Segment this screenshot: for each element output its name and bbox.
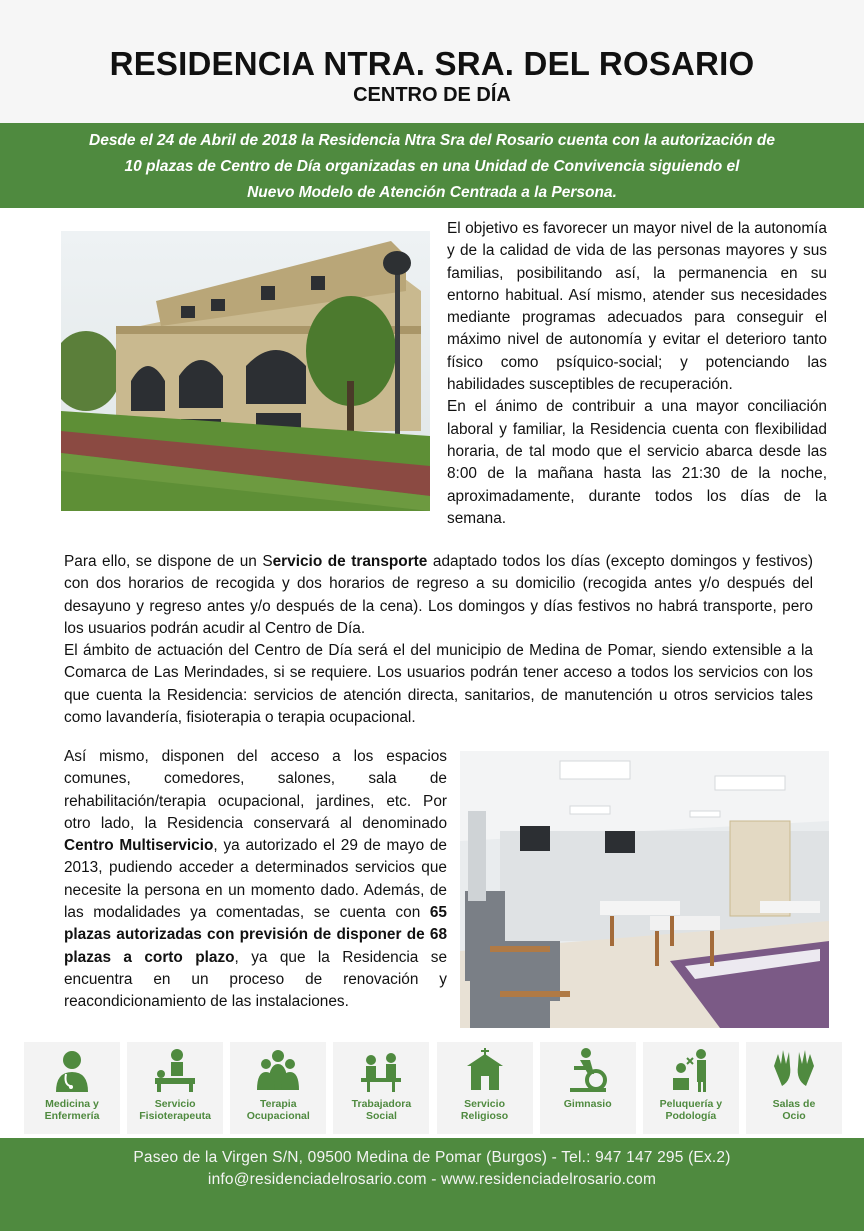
access-paragraph [64,746,447,1014]
banner-line: 10 plazas de Centro de Día organizadas en una Unidad de Convivencia siguiendo el [124,158,740,175]
service-medicina [24,1042,120,1134]
service-label: Salas de Ocio [772,1098,816,1122]
service-label: Trabajadora Social [351,1098,412,1122]
bold-run: ervicio de transporte [272,553,428,570]
page-subtitle: CENTRO DE DÍA [353,84,511,106]
transport-paragraph [64,551,813,640]
intro-paragraph: El objetivo es favorecer un mayor nivel de la autonomía y de la calidad de vida de las personas mayores y sus familias, posibilitando así, la permanencia en su entorno habitual. Así mismo, atender sus necesidades mediante programas adecuados para conseguir el máximo nivel de autonomía y evitar el deterioro tanto físico como psíquico-social; y potenciando las habilidades susceptibles de recuperación. [447,220,827,394]
service-salas-ocio [746,1042,842,1134]
hands-icon [770,1046,818,1094]
footer-address: Paseo de la Virgen S/N, 09500 Medina de Pomar (Burgos) - Tel.: 947 147 295 (Ex.2) [133,1149,731,1166]
bold-run: Centro Multiservicio [64,837,214,855]
service-label: Gimnasio [563,1098,612,1110]
text-run: , ya autorizado el 29 de mayo de 2013, pudiendo acceder a determinados servicios que necesite la persona en un momento dado. Además, de las modalidades ya comentadas, se cuenta con [64,837,447,922]
service-label: Terapia Ocupacional [246,1098,310,1122]
service-terapia [230,1042,326,1134]
text-run: , ya que la Residencia se encuentra en un proceso de renovación y reacondicionamiento de las instalaciones. [64,948,447,1011]
service-label: Medicina y Enfermería [44,1098,100,1122]
hairdresser-icon [667,1046,715,1094]
services-strip [24,1042,842,1134]
group-therapy-icon [254,1046,302,1094]
service-trabajadora-social [333,1042,429,1134]
physiotherapy-icon [151,1046,199,1094]
scope-paragraph: El ámbito de actuación del Centro de Día será el del municipio de Medina de Pomar, siendo extensible a la Comarca de Las Merindades, si se requiere. Los usuarios podrán tener acceso a todos los servicios con los que cuenta la Residencia: servicios de atención directa, sanitarios, de manutención u otros servicios tales como lavandería, fisioterapia o terapia ocupacional. [64,642,813,727]
banner-line: Desde el 24 de Abril de 2018 la Residencia Ntra Sra del Rosario cuenta con la autorización de [89,132,775,149]
building-photo [61,231,430,511]
bold-run: 65 plazas autorizadas con previsión de disponer de 68 plazas a corto plazo [64,904,447,966]
service-label: Servicio Fisioterapeuta [139,1098,212,1122]
text-run: adaptado todos los días (excepto domingos y festivos) con dos horarios de recogida y dos horarios de regreso a su domicilio (recogida antes y/o después del desayuno y regreso antes y/o después de la cena). Los domingos y días festivos no habrá transporte, pero los usuarios podrán acudir al Centro de Día. [64,553,813,637]
intro-text [447,218,827,530]
text-run: Así mismo, disponen del acceso a los espacios comunes, comedores, salones, sala de rehabilitación/terapia ocupacional, jardines, etc. Por otro lado, la Residencia conservará al denominado [64,748,447,832]
exercise-bike-icon [564,1046,612,1094]
service-label: Servicio Religioso [460,1098,509,1122]
transport-text [64,551,813,729]
banner-line: Nuevo Modelo de Atención Centrada a la Persona. [247,184,617,201]
service-gimnasio [540,1042,636,1134]
service-religioso [437,1042,533,1134]
header [0,0,864,123]
intro-banner [0,123,864,208]
doctor-icon [48,1046,96,1094]
footer-contact: info@residenciadelrosario.com - www.residenciadelrosario.com [207,1171,657,1188]
page-title: RESIDENCIA NTRA. SRA. DEL ROSARIO [109,45,755,82]
church-icon [461,1046,509,1094]
service-peluqueria [643,1042,739,1134]
social-worker-icon [357,1046,405,1094]
service-fisioterapia [127,1042,223,1134]
intro-paragraph: En el ánimo de contribuir a una mayor conciliación laboral y familiar, la Residencia cuenta con flexibilidad horaria, de tal modo que el servicio abarca desde las 8:00 de la mañana hasta las 21:30 de la noche, aproximadamente, durante todos los días de la semana. [447,398,827,527]
dining-room-photo [460,751,829,1028]
text-run: Para ello, se dispone de un S [64,553,273,570]
service-label: Peluquería y Podología [659,1098,723,1122]
access-text [64,746,447,1014]
footer [0,1138,864,1231]
